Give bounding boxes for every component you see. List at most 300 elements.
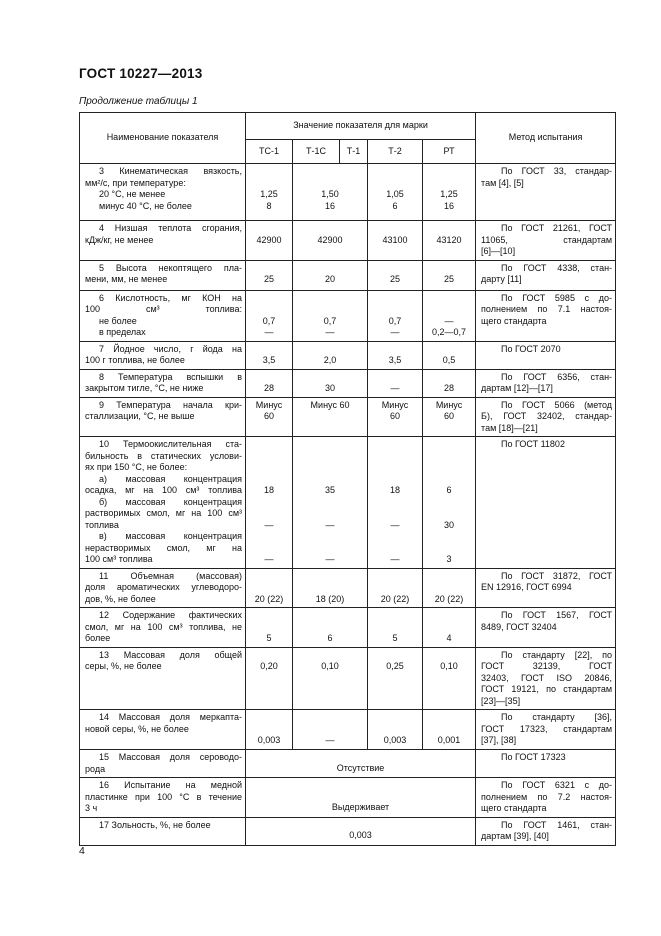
value-ts1 — [246, 608, 293, 648]
property-name-line: 4 Низшая теплота сгорания, — [99, 223, 242, 233]
value-rt-line — [423, 543, 475, 555]
value-rt-line: 60 — [444, 411, 455, 421]
value-ts1-line — [246, 304, 292, 316]
value-t2-line: Минус — [381, 399, 409, 410]
property-name-line: доля ароматических углеводоро- — [85, 582, 242, 592]
property-name-line: рода — [85, 763, 106, 774]
value-t2-line — [368, 304, 422, 316]
value-ts1-line — [246, 712, 292, 724]
property-name-line: 100 см³ топлива: — [85, 304, 242, 314]
value-rt-line — [423, 474, 475, 486]
value-t1c_t1-line: Минус 60 — [310, 399, 350, 410]
property-name — [80, 369, 246, 397]
property-name-line: в) массовая концентрация — [99, 531, 242, 541]
value-rt-line — [423, 178, 475, 190]
value-rt-line — [423, 293, 475, 305]
value-t1c_t1 — [293, 437, 368, 569]
value-rt-line — [423, 712, 475, 724]
value-t2-line: 0,7 — [388, 315, 402, 326]
value-t2 — [368, 568, 423, 608]
grade-t1c: Т-1С — [293, 140, 340, 164]
test-method — [476, 710, 616, 750]
value-rt-line: 0,001 — [437, 735, 461, 745]
value-ts1-line — [246, 650, 292, 662]
property-name-line: мм²/с, при температуре: — [85, 177, 186, 188]
value-ts1-line — [246, 439, 292, 451]
value-t2 — [368, 290, 423, 341]
test-method-line: ГОСТ 19121, по стандартам — [481, 684, 613, 694]
test-method-line: По ГОСТ 6356, стан- — [501, 371, 613, 382]
value-t1c_t1-line — [293, 582, 367, 594]
value-t1c_t1-line — [293, 411, 367, 423]
property-name-line: в пределах — [99, 327, 146, 337]
document-title: ГОСТ 10227—2013 — [79, 66, 203, 81]
property-name-line: 10 Термоокислительная ста- — [99, 439, 242, 449]
value-ts1-line: 1,25 — [260, 189, 278, 199]
property-name-line: 3 ч — [85, 803, 98, 813]
table-row — [80, 568, 616, 608]
value-rt — [423, 290, 476, 341]
value-t2-line — [368, 582, 422, 594]
property-name-line: осадка, мг на 100 см³ топлива — [85, 485, 242, 495]
merged-value: 0,003 — [246, 817, 476, 845]
value-t1c_t1 — [293, 710, 368, 750]
value-rt-line: Минус — [435, 399, 463, 410]
value-t2-line — [368, 223, 422, 235]
property-name — [80, 164, 246, 221]
value-t2 — [368, 260, 423, 290]
test-method-line: По ГОСТ 21261, ГОСТ — [501, 223, 613, 233]
value-t1c_t1 — [293, 260, 368, 290]
test-method — [476, 341, 616, 369]
value-ts1-line — [246, 293, 292, 305]
property-name-line: 12 Содержание фактических — [99, 610, 242, 620]
value-rt-line — [423, 582, 475, 594]
value-rt-line — [423, 531, 475, 543]
test-method-line: [37], [38] — [481, 735, 517, 745]
value-t1c_t1-line — [293, 462, 367, 474]
test-method — [476, 164, 616, 221]
merged-value: Отсутствие — [246, 750, 476, 778]
value-rt — [423, 221, 476, 261]
value-t2-line: 0,25 — [386, 661, 404, 671]
value-ts1-line — [246, 178, 292, 190]
property-name-line: 16 Испытание на медной — [99, 780, 242, 790]
property-name — [80, 750, 246, 778]
merged-value: Выдерживает — [246, 778, 476, 818]
value-t1c_t1-line — [293, 622, 367, 634]
table-row — [80, 710, 616, 750]
test-method — [476, 817, 616, 845]
value-rt-line: — — [444, 315, 454, 326]
value-t1c_t1-line — [293, 293, 367, 305]
value-t2-line — [368, 712, 422, 724]
value-ts1-line — [246, 622, 292, 634]
property-name — [80, 397, 246, 437]
property-name-line: пластинке при 100 °С в течение — [85, 791, 242, 802]
test-method — [476, 437, 616, 569]
property-name-line: 6 Кислотность, мг КОН на — [99, 292, 242, 303]
property-name-line: б) массовая концентрация — [99, 496, 242, 507]
value-ts1-line — [246, 451, 292, 463]
property-name — [80, 710, 246, 750]
value-t2-line — [368, 439, 422, 451]
test-method-line: По ГОСТ 4338, стан- — [501, 262, 613, 273]
value-ts1 — [246, 341, 293, 369]
test-method-line: 32403, ГОСТ ISO 20846, — [481, 672, 613, 683]
value-ts1-line — [246, 474, 292, 486]
value-t2 — [368, 437, 423, 569]
value-ts1-line: 3,5 — [262, 355, 276, 365]
test-method-line: 8489, ГОСТ 32404 — [481, 621, 557, 632]
test-method-line: дартам [12]—[17] — [481, 383, 553, 393]
test-method — [476, 750, 616, 778]
value-t1c_t1-line: 6 — [327, 633, 333, 643]
value-t2-line: 18 — [389, 485, 400, 495]
value-t2-line: 25 — [389, 274, 400, 284]
test-method-line: дартам [39], [40] — [481, 831, 549, 841]
value-ts1 — [246, 397, 293, 437]
property-name — [80, 437, 246, 569]
value-rt-line: 28 — [444, 383, 455, 393]
value-t1c_t1-line — [293, 531, 367, 543]
test-method-line: По ГОСТ 33, стандар- — [501, 166, 613, 176]
property-name — [80, 568, 246, 608]
property-name — [80, 341, 246, 369]
test-method — [476, 369, 616, 397]
value-t1c_t1-line: — — [325, 735, 335, 745]
value-t2 — [368, 608, 423, 648]
property-name-line: закрытом тигле, °С, не ниже — [85, 383, 204, 393]
property-name — [80, 221, 246, 261]
value-t2-line — [368, 531, 422, 543]
value-t2-line: — — [390, 519, 400, 530]
value-rt — [423, 437, 476, 569]
property-name-line: растворимых смол, мг на 100 см³ — [85, 508, 242, 518]
value-t1c_t1 — [293, 290, 368, 341]
grade-ts1: ТС-1 — [246, 140, 293, 164]
value-t1c_t1-line: — — [325, 327, 335, 337]
value-t1c_t1-line — [293, 474, 367, 486]
test-method-line: щего стандарта — [481, 803, 547, 813]
value-t1c_t1 — [293, 608, 368, 648]
value-t2-line — [368, 372, 422, 384]
value-rt-line — [423, 610, 475, 622]
value-t1c_t1-line: — — [325, 554, 335, 564]
value-t2-line: 6 — [392, 200, 398, 211]
table-row — [80, 778, 616, 818]
value-rt-line — [423, 223, 475, 235]
value-ts1-line: 25 — [263, 274, 274, 284]
value-t2 — [368, 647, 423, 710]
value-rt-line — [423, 622, 475, 634]
test-method-line: там [18]—[21] — [481, 422, 538, 433]
value-t1c_t1 — [293, 341, 368, 369]
test-method-line: EN 12916, ГОСТ 6994 — [481, 582, 572, 592]
value-t1c_t1 — [293, 568, 368, 608]
test-method-line: 11065, стандартам — [481, 234, 613, 245]
value-rt-line — [423, 439, 475, 451]
test-method-line: там [4], [5] — [481, 177, 524, 188]
value-ts1-line: 0,003 — [257, 735, 281, 745]
table-row — [80, 164, 616, 221]
value-t1c_t1-line — [293, 508, 367, 520]
test-method-line: По ГОСТ 5066 (метод — [501, 399, 613, 410]
value-rt-line — [423, 263, 475, 275]
grade-t2: Т-2 — [368, 140, 423, 164]
value-ts1-line: Минус — [255, 399, 283, 410]
value-ts1-line — [246, 344, 292, 356]
value-ts1-line — [246, 508, 292, 520]
value-t2-line — [368, 178, 422, 190]
value-rt-line — [423, 508, 475, 520]
property-name-line: минус 40 °С, не более — [99, 200, 192, 211]
value-t1c_t1-line: 1,50 — [321, 189, 339, 199]
value-rt — [423, 647, 476, 710]
value-ts1-line — [246, 571, 292, 583]
value-rt-line — [423, 571, 475, 583]
property-name — [80, 817, 246, 845]
test-method-line: По ГОСТ 11802 — [501, 439, 565, 449]
property-name-line: мени, мм, не менее — [85, 274, 168, 284]
test-method-line: полнением по 7.1 настоя- — [481, 304, 613, 314]
value-t2-line — [368, 543, 422, 555]
table-row — [80, 608, 616, 648]
property-name-line: 8 Температура вспышки в — [99, 371, 242, 382]
value-ts1-line: — — [264, 554, 274, 564]
value-t1c_t1-line — [293, 344, 367, 356]
property-name-line: 13 Массовая доля общей — [99, 649, 242, 660]
value-rt — [423, 260, 476, 290]
value-t1c_t1-line: 18 (20) — [315, 593, 345, 604]
property-name-line: кДж/кг, не менее — [85, 234, 154, 245]
value-ts1-line — [246, 462, 292, 474]
property-name-line: дов, %, не более — [85, 593, 156, 604]
value-rt-line — [423, 451, 475, 463]
test-method-line: По ГОСТ 6321 с до- — [501, 780, 613, 790]
grade-rt: РТ — [423, 140, 476, 164]
value-t2-line: 20 (22) — [380, 593, 410, 604]
property-name-line: топлива — [85, 519, 119, 530]
property-name-line: 17 Зольность, %, не более — [99, 819, 211, 830]
test-method — [476, 397, 616, 437]
property-name-line: 7 Йодное число, г йода на — [99, 343, 242, 354]
value-t2-line — [368, 263, 422, 275]
value-rt-line: 6 — [446, 485, 452, 495]
value-t1c_t1-line: 20 — [324, 274, 335, 284]
value-t2-line: 43100 — [382, 234, 408, 245]
value-t2-line — [368, 474, 422, 486]
property-name-line: 20 °С, не менее — [99, 189, 166, 199]
property-name — [80, 647, 246, 710]
value-rt-line: 3 — [446, 554, 452, 564]
value-t2 — [368, 164, 423, 221]
test-method-line: По стандарту [36], — [501, 712, 613, 722]
value-t2-line — [368, 451, 422, 463]
property-name-line: более — [85, 633, 111, 643]
value-t1c_t1-line — [293, 650, 367, 662]
table-row — [80, 369, 616, 397]
value-t2-line: — — [390, 327, 400, 337]
table-row — [80, 817, 616, 845]
value-rt-line — [423, 497, 475, 509]
test-method-line: По ГОСТ 1461, стан- — [501, 819, 613, 830]
value-t1c_t1-line — [293, 263, 367, 275]
property-name — [80, 778, 246, 818]
value-ts1-line: — — [264, 327, 274, 337]
test-method-line: По ГОСТ 31872, ГОСТ — [501, 570, 613, 581]
value-ts1-line — [246, 724, 292, 736]
value-t2-line: 60 — [389, 411, 400, 421]
header-method: Метод испытания — [476, 113, 616, 164]
value-t1c_t1-line: 42900 — [317, 234, 343, 245]
value-ts1 — [246, 437, 293, 569]
property-name-line: не более — [99, 315, 137, 326]
test-method-line: [6]—[10] — [481, 246, 516, 256]
value-ts1 — [246, 647, 293, 710]
value-rt-line — [423, 344, 475, 356]
table-row — [80, 221, 616, 261]
test-method-line: [23]—[35] — [481, 695, 521, 706]
property-name — [80, 290, 246, 341]
property-name-line: 100 см³ топлива — [85, 554, 153, 564]
test-method-line: полнением по 7.2 настоя- — [481, 791, 613, 802]
value-t1c_t1-line — [293, 178, 367, 190]
value-ts1-line — [246, 263, 292, 275]
value-t2-line — [368, 508, 422, 520]
value-rt-line — [423, 372, 475, 384]
page-number: 4 — [79, 845, 85, 857]
property-name — [80, 260, 246, 290]
value-ts1 — [246, 568, 293, 608]
value-ts1-line: 60 — [263, 411, 274, 421]
grade-t1: Т-1 — [340, 140, 368, 164]
value-t1c_t1 — [293, 647, 368, 710]
test-method-line: По ГОСТ 1567, ГОСТ — [501, 610, 613, 620]
value-rt — [423, 710, 476, 750]
value-ts1-line: 20 (22) — [254, 593, 284, 604]
value-t2-line — [368, 293, 422, 305]
table-row — [80, 397, 616, 437]
test-method-line: Б), ГОСТ 32402, стандар- — [481, 411, 613, 421]
test-method-line: По стандарту [22], по — [501, 649, 613, 660]
property-name-line: 14 Массовая доля меркапта- — [99, 712, 242, 722]
value-ts1-line — [246, 582, 292, 594]
value-t2 — [368, 710, 423, 750]
value-t1c_t1-line — [293, 304, 367, 316]
value-t2 — [368, 369, 423, 397]
value-ts1 — [246, 710, 293, 750]
value-t2-line: 1,05 — [386, 189, 404, 199]
value-t1c_t1-line — [293, 571, 367, 583]
value-t2-line — [368, 344, 422, 356]
test-method — [476, 260, 616, 290]
value-ts1-line — [246, 497, 292, 509]
value-t1c_t1-line — [293, 223, 367, 235]
value-rt-line: 0,10 — [440, 661, 458, 671]
value-ts1-line: 42900 — [256, 234, 282, 245]
value-ts1-line — [246, 531, 292, 543]
test-method-line: щего стандарта — [481, 315, 547, 326]
value-rt — [423, 397, 476, 437]
value-rt-line — [423, 724, 475, 736]
value-t1c_t1-line: 0,7 — [323, 315, 337, 326]
value-rt-line — [423, 304, 475, 316]
value-t2-line — [368, 724, 422, 736]
value-rt-line: 25 — [444, 274, 455, 284]
test-method-line: ГОСТ 32139, ГОСТ — [481, 661, 613, 671]
value-ts1-line — [246, 223, 292, 235]
value-rt-line: 16 — [444, 200, 455, 211]
value-t1c_t1-line: 16 — [324, 200, 335, 211]
property-name-line: ях при 150 °С, не более: — [85, 462, 188, 472]
value-ts1-line: 5 — [266, 633, 272, 643]
value-ts1-line: 0,7 — [262, 315, 276, 326]
value-rt-line: 43120 — [436, 234, 462, 245]
value-rt-line: 0,2—0,7 — [432, 327, 467, 337]
value-t2-line — [368, 462, 422, 474]
value-t2-line: — — [390, 554, 400, 564]
value-t1c_t1-line: — — [325, 519, 335, 530]
value-rt-line: 30 — [444, 519, 455, 530]
test-method — [476, 221, 616, 261]
table-row — [80, 437, 616, 569]
value-t1c_t1-line — [293, 610, 367, 622]
value-ts1-line: 8 — [266, 200, 272, 211]
value-t2-line: 5 — [392, 633, 398, 643]
value-ts1-line: — — [264, 519, 274, 530]
property-name — [80, 608, 246, 648]
property-name-line: 15 Массовая доля сероводо- — [99, 752, 242, 762]
value-t1c_t1-line: 35 — [324, 485, 335, 495]
property-name-line: смол, мг на 100 см³ топлива, не — [85, 621, 242, 632]
value-t2-line — [368, 497, 422, 509]
value-ts1-line: 18 — [263, 485, 274, 495]
value-ts1-line — [246, 543, 292, 555]
value-t1c_t1-line: 2,0 — [323, 355, 337, 365]
value-rt — [423, 608, 476, 648]
value-rt-line: 4 — [446, 633, 452, 643]
table-row — [80, 750, 616, 778]
test-method-line: По ГОСТ 17323 — [501, 752, 566, 762]
value-ts1 — [246, 260, 293, 290]
value-t1c_t1-line — [293, 543, 367, 555]
property-name-line: а) массовая концентрация — [99, 473, 242, 484]
property-name-line: бильность в статических услови- — [85, 450, 242, 461]
value-t1c_t1-line — [293, 497, 367, 509]
test-method-line: дарту [11] — [481, 274, 522, 284]
value-t2-line: — — [390, 383, 400, 393]
value-rt-line: 0,5 — [442, 355, 456, 365]
property-name-line: нерастворимых смол, мг на — [85, 542, 242, 553]
value-rt-line — [423, 650, 475, 662]
property-name-line: сталлизации, °С, не выше — [85, 411, 195, 421]
value-t1c_t1-line: 0,10 — [321, 661, 339, 671]
value-t2 — [368, 221, 423, 261]
header-value-group: Значение показателя для марки — [246, 113, 476, 140]
value-ts1 — [246, 369, 293, 397]
value-t2-line — [368, 650, 422, 662]
value-ts1-line — [246, 372, 292, 384]
table-row — [80, 290, 616, 341]
value-rt-line — [423, 462, 475, 474]
table-caption: Продолжение таблицы 1 — [79, 96, 198, 107]
test-method-line: ГОСТ 17323, стандартам — [481, 723, 613, 734]
value-t1c_t1-line — [293, 166, 367, 178]
value-t1c_t1-line — [293, 372, 367, 384]
test-method-line: По ГОСТ 2070 — [501, 343, 561, 354]
value-t2 — [368, 397, 423, 437]
